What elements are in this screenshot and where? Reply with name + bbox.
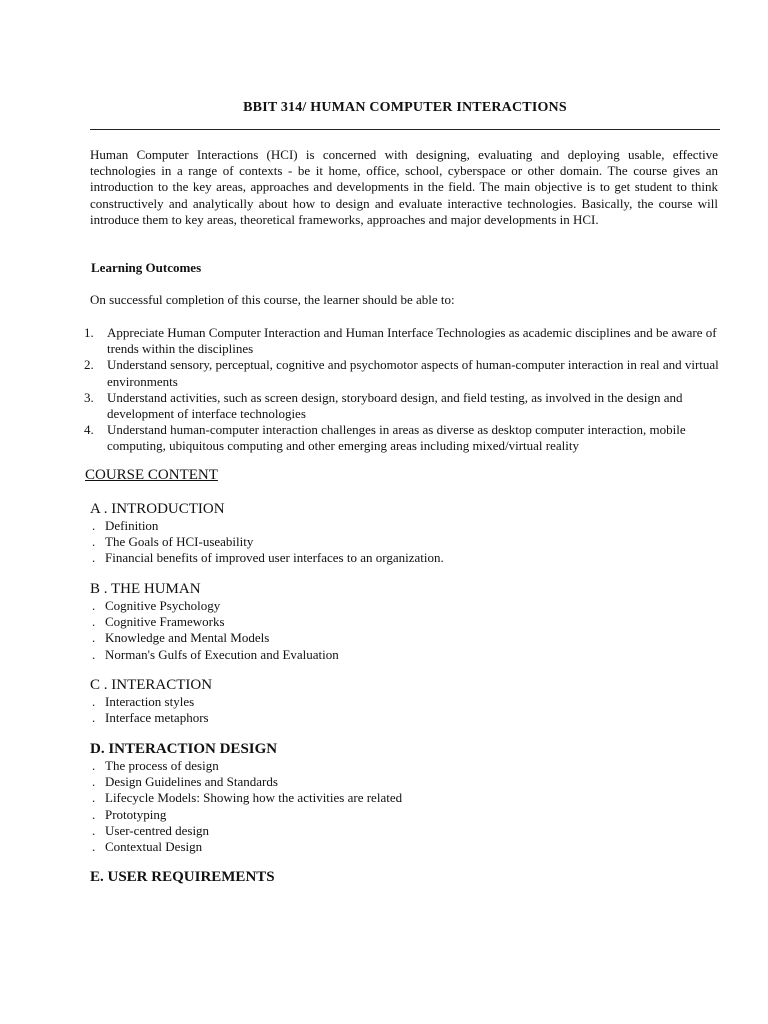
list-item-text: Understand sensory, perceptual, cognitive and psychomotor aspects of human-computer interaction in real and virtual environments bbox=[107, 357, 719, 389]
list-item bbox=[90, 534, 444, 550]
list-item bbox=[84, 357, 724, 389]
list-item bbox=[90, 694, 212, 710]
bullet: . bbox=[92, 630, 96, 646]
bullet: . bbox=[92, 598, 96, 613]
list-item bbox=[90, 598, 339, 614]
bullet: . bbox=[92, 518, 96, 533]
section-interaction-design bbox=[90, 740, 402, 855]
course-content-heading: COURSE CONTENT bbox=[85, 467, 218, 483]
list-item-text: Financial benefits of improved user interfaces to an organization. bbox=[105, 550, 444, 566]
learning-outcomes-lead: On successful completion of this course, the learner should be able to: bbox=[90, 292, 455, 307]
section-heading: B . THE HUMAN bbox=[90, 581, 201, 597]
list-item-text: Knowledge and Mental Models bbox=[105, 630, 270, 646]
list-item-text: Norman's Gulfs of Execution and Evaluation bbox=[105, 646, 339, 662]
bullet: . bbox=[92, 774, 96, 790]
bullet: . bbox=[92, 694, 96, 709]
list-item bbox=[90, 630, 339, 646]
list-item-text: Prototyping bbox=[105, 806, 167, 822]
bullet: . bbox=[92, 646, 96, 662]
list-item bbox=[84, 390, 724, 422]
bullet: . bbox=[92, 822, 96, 838]
title-divider bbox=[90, 129, 720, 130]
learning-outcomes-heading: Learning Outcomes bbox=[91, 260, 202, 275]
section-the-human bbox=[90, 580, 339, 663]
list-item-text: The Goals of HCI-useability bbox=[105, 534, 254, 550]
list-item-text: Lifecycle Models: Showing how the activities are related bbox=[105, 790, 403, 806]
list-number: 2. bbox=[84, 357, 94, 373]
list-item bbox=[84, 422, 724, 454]
list-item-text: Interface metaphors bbox=[105, 710, 209, 726]
course-description: Human Computer Interactions (HCI) is concerned with designing, evaluating and deploying usable, effective technologies in a range of contexts - be it home, office, school, cyberspace or other domain. The course gives an introduction to the key areas, approaches and developments in the field. The main objective is to get student to think constructively and analytically about how to design and evaluate interactive technologies. Basically, the course will introduce them to key areas, theoretical frameworks, approaches and major developments in HCI. bbox=[90, 147, 718, 227]
bullet: . bbox=[92, 550, 96, 566]
list-item bbox=[90, 823, 402, 839]
list-item bbox=[90, 518, 444, 534]
section-heading: C . INTERACTION bbox=[90, 677, 213, 693]
list-item bbox=[90, 758, 402, 774]
list-item bbox=[90, 614, 339, 630]
list-number: 1. bbox=[84, 325, 94, 340]
list-item-text: Cognitive Frameworks bbox=[105, 614, 225, 630]
list-item-text: User-centred design bbox=[105, 822, 210, 838]
topic-list bbox=[90, 694, 212, 726]
list-item bbox=[90, 774, 402, 790]
bullet: . bbox=[92, 758, 96, 773]
list-item-text: Interaction styles bbox=[105, 694, 195, 709]
list-item bbox=[84, 325, 724, 357]
section-introduction bbox=[90, 500, 444, 567]
section-interaction bbox=[90, 676, 212, 726]
list-item bbox=[90, 550, 444, 566]
list-item-text: Understand human-computer interaction challenges in areas as diverse as desktop computer interaction, mobile computing, ubiquitous computing and other emerging areas including mixed/virtual reality bbox=[107, 422, 686, 454]
list-item bbox=[90, 839, 402, 855]
list-item-text: Understand activities, such as screen design, storyboard design, and field testing, as involved in the design and development of interface technologies bbox=[107, 389, 683, 422]
list-number: 4. bbox=[84, 422, 94, 438]
list-item bbox=[90, 647, 339, 663]
section-heading: D. INTERACTION DESIGN bbox=[90, 741, 278, 757]
bullet: . bbox=[92, 806, 96, 822]
bullet: . bbox=[92, 534, 96, 550]
bullet: . bbox=[92, 614, 96, 630]
bullet: . bbox=[92, 790, 96, 806]
list-item bbox=[90, 710, 212, 726]
section-heading: E. USER REQUIREMENTS bbox=[90, 869, 275, 885]
list-item-text: Appreciate Human Computer Interaction and Human Interface Technologies as academic disciplines and be aware of trends within the disciplines bbox=[107, 325, 717, 357]
list-item-text: Contextual Design bbox=[105, 839, 203, 855]
page-title: BBIT 314/ HUMAN COMPUTER INTERACTIONS bbox=[243, 100, 567, 115]
list-item-text: Design Guidelines and Standards bbox=[105, 774, 278, 790]
list-number: 3. bbox=[84, 389, 94, 405]
bullet: . bbox=[92, 710, 96, 726]
list-item bbox=[90, 790, 402, 806]
list-item-text: The process of design bbox=[105, 758, 219, 773]
list-item-text: Definition bbox=[105, 518, 159, 533]
section-heading: A . INTRODUCTION bbox=[90, 501, 225, 517]
list-item bbox=[90, 807, 402, 823]
topic-list bbox=[90, 518, 444, 567]
topic-list bbox=[90, 598, 339, 663]
topic-list bbox=[90, 758, 402, 855]
learning-outcomes-list bbox=[84, 325, 724, 455]
list-item-text: Cognitive Psychology bbox=[105, 598, 221, 613]
section-user-requirements bbox=[90, 868, 275, 886]
bullet: . bbox=[92, 839, 96, 855]
